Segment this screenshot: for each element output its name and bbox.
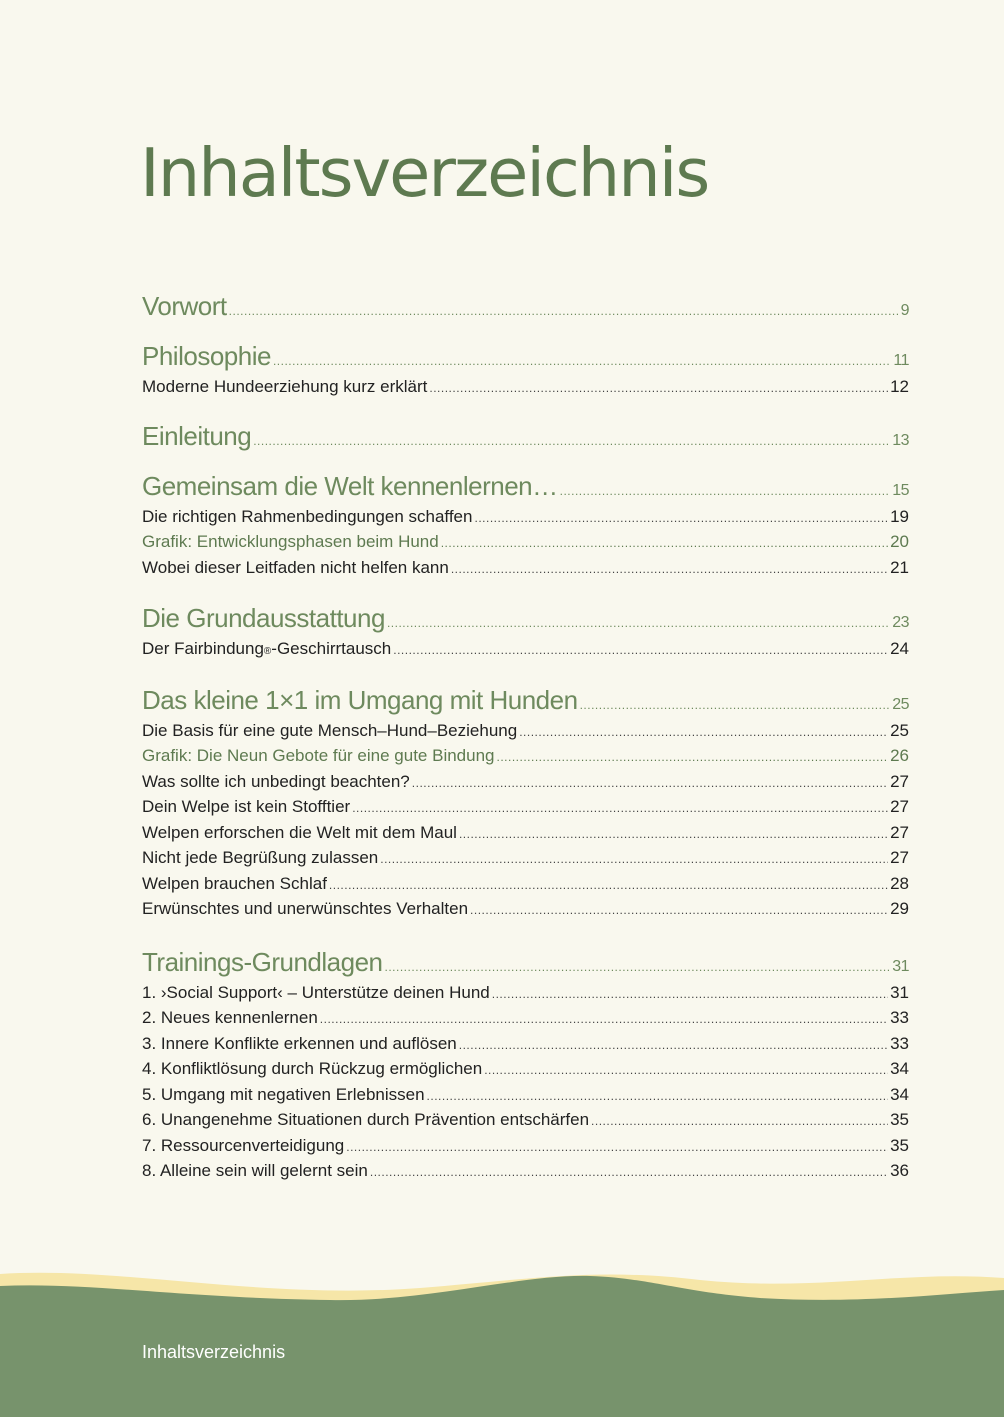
- toc-entry-label: Philosophie: [142, 341, 271, 371]
- toc-section-entry[interactable]: [142, 1085, 909, 1111]
- toc-page-number: 27: [890, 822, 909, 842]
- toc-entry-label: 5. Umgang mit negativen Erlebnissen: [142, 1084, 425, 1104]
- toc-dot-leader: [352, 801, 888, 815]
- toc-section-entry[interactable]: [142, 532, 909, 558]
- toc-entry-label: Einleitung: [142, 420, 252, 451]
- toc-section-entry[interactable]: [142, 1008, 909, 1034]
- toc-dot-leader: [329, 878, 888, 892]
- toc-entry-label: Wobei dieser Leitfaden nicht helfen kann: [142, 557, 449, 577]
- toc-page-number: 25: [892, 695, 909, 713]
- toc-entry-label: 4. Konfliktlösung durch Rückzug ermöglichen: [142, 1059, 483, 1078]
- toc-dot-leader: [459, 1038, 888, 1052]
- toc-page-number: 9: [900, 302, 909, 319]
- toc-dot-leader: [519, 725, 888, 739]
- toc-dot-leader: [229, 304, 899, 318]
- toc-entry-label: Dein Welpe ist kein Stofftier: [142, 797, 351, 816]
- toc-section-entry[interactable]: [142, 848, 909, 874]
- toc-section-entry[interactable]: [142, 823, 909, 849]
- footer-wave: [0, 1260, 1004, 1417]
- toc-page-number: 24: [890, 639, 909, 658]
- toc-section-entry[interactable]: [142, 772, 909, 798]
- toc-entry-label: Die Basis für eine gute Mensch–Hund–Beziehung: [142, 720, 518, 740]
- toc-section-entry[interactable]: [142, 507, 909, 533]
- toc-section-entry[interactable]: [142, 1161, 909, 1187]
- toc-chapter-entry[interactable]: [142, 947, 909, 983]
- toc-entry-label: Das kleine 1×1 im Umgang mit Hunden: [142, 684, 578, 715]
- toc-entry-label: Vorwort: [142, 291, 227, 321]
- toc-chapter-entry[interactable]: [142, 685, 909, 721]
- toc-dot-leader: [273, 354, 891, 368]
- toc-entry-label: Erwünschtes und unerwünschtes Verhalten: [142, 899, 469, 918]
- toc-chapter-entry[interactable]: [142, 421, 909, 457]
- toc-page-number: 20: [890, 532, 909, 551]
- table-of-contents: [142, 291, 909, 1187]
- toc-page-number: 35: [890, 1135, 909, 1155]
- toc-dot-leader: [387, 616, 890, 630]
- toc-page-number: 35: [890, 1110, 909, 1129]
- toc-dot-leader: [346, 1140, 888, 1154]
- toc-entry-label: Gemeinsam die Welt kennenlernen…: [142, 470, 558, 501]
- toc-page-number: 27: [890, 797, 909, 816]
- toc-page-number: 28: [890, 873, 909, 893]
- toc-dot-leader: [591, 1114, 888, 1128]
- toc-page-number: 23: [892, 614, 909, 631]
- toc-section-entry[interactable]: [142, 746, 909, 772]
- toc-section-entry[interactable]: [142, 1059, 909, 1085]
- toc-section-entry[interactable]: [142, 1136, 909, 1162]
- toc-page-number: 26: [890, 746, 909, 765]
- toc-entry-label: 7. Ressourcenverteidigung: [142, 1135, 345, 1155]
- toc-page-number: 12: [890, 377, 909, 396]
- page-title: Inhaltsverzeichnis: [140, 134, 709, 212]
- toc-page-number: 31: [890, 982, 909, 1002]
- toc-entry-label: 8. Alleine sein will gelernt sein: [142, 1161, 368, 1180]
- toc-section-entry[interactable]: [142, 721, 909, 747]
- toc-entry-label: Was sollte ich unbedingt beachten?: [142, 771, 410, 791]
- registered-trademark-mark: ®: [263, 646, 272, 657]
- toc-page-number: 15: [892, 481, 909, 499]
- toc-dot-leader: [429, 381, 888, 395]
- toc-chapter-entry[interactable]: [142, 471, 909, 507]
- toc-page-number: 13: [892, 431, 909, 449]
- toc-entry-label: Grafik: Entwicklungsphasen beim Hund: [142, 532, 439, 551]
- toc-page-number: 33: [890, 1033, 909, 1053]
- toc-dot-leader: [441, 536, 888, 550]
- toc-dot-leader: [380, 852, 888, 866]
- toc-section-entry[interactable]: [142, 983, 909, 1009]
- toc-page-number: 36: [890, 1161, 909, 1180]
- toc-dot-leader: [580, 698, 891, 712]
- toc-section-entry[interactable]: [142, 797, 909, 823]
- toc-page-number: 25: [890, 720, 909, 740]
- toc-entry-label: 2. Neues kennenlernen: [142, 1008, 318, 1027]
- toc-entry-label: 3. Innere Konflikte erkennen und auflösen: [142, 1033, 457, 1053]
- toc-entry-label: Welpen brauchen Schlaf: [142, 873, 327, 893]
- toc-section-entry[interactable]: [142, 1034, 909, 1060]
- toc-entry-label: Moderne Hundeerziehung kurz erklärt: [142, 377, 428, 396]
- toc-entry-label: Die richtigen Rahmenbedingungen schaffen: [142, 506, 473, 526]
- toc-entry-label: Nicht jede Begrüßung zulassen: [142, 848, 379, 867]
- toc-page-number: 27: [890, 848, 909, 867]
- toc-section-entry[interactable]: [142, 874, 909, 900]
- toc-entry-label: Trainings-Grundlagen: [142, 946, 383, 977]
- toc-section-entry[interactable]: [142, 639, 909, 665]
- toc-dot-leader: [412, 776, 888, 790]
- toc-page-number: 27: [890, 771, 909, 791]
- toc-dot-leader: [497, 750, 889, 764]
- toc-dot-leader: [484, 1063, 888, 1077]
- toc-chapter-entry[interactable]: [142, 341, 909, 377]
- toc-dot-leader: [393, 643, 888, 657]
- toc-entry-label: 1. ›Social Support‹ – Unterstütze deinen Hund: [142, 982, 490, 1002]
- toc-chapter-entry[interactable]: [142, 291, 909, 327]
- toc-page-number: 19: [890, 506, 909, 526]
- toc-dot-leader: [370, 1165, 888, 1179]
- toc-page-number: 33: [890, 1008, 909, 1027]
- toc-page-number: 34: [890, 1084, 909, 1104]
- toc-page-number: 34: [890, 1059, 909, 1078]
- toc-chapter-entry[interactable]: [142, 603, 909, 639]
- toc-dot-leader: [385, 960, 891, 974]
- toc-dot-leader: [253, 434, 890, 448]
- toc-entry-label: 6. Unangenehme Situationen durch Prävention entschärfen: [142, 1110, 590, 1129]
- toc-page-number: 29: [890, 899, 909, 918]
- toc-entry-label-suffix: -Geschirrtausch: [271, 639, 392, 658]
- toc-dot-leader: [320, 1012, 888, 1026]
- toc-entry-label: Welpen erforschen die Welt mit dem Maul: [142, 822, 457, 842]
- toc-section-entry[interactable]: [142, 899, 909, 925]
- toc-section-entry[interactable]: [142, 1110, 909, 1136]
- toc-dot-leader: [474, 511, 888, 525]
- toc-entry-label: Die Grundausstattung: [142, 603, 385, 633]
- toc-page-number: 31: [892, 957, 909, 975]
- toc-dot-leader: [451, 562, 888, 576]
- toc-entry-label: Grafik: Die Neun Gebote für eine gute Bindung: [142, 746, 495, 765]
- toc-page-number: 11: [893, 352, 909, 369]
- toc-page-number: 21: [890, 557, 909, 577]
- toc-dot-leader: [492, 987, 888, 1001]
- toc-dot-leader: [470, 903, 888, 917]
- toc-section-entry[interactable]: [142, 558, 909, 584]
- toc-dot-leader: [427, 1089, 889, 1103]
- toc-dot-leader: [560, 484, 891, 498]
- toc-dot-leader: [459, 827, 888, 841]
- toc-section-entry[interactable]: [142, 377, 909, 403]
- toc-entry-label: Der Fairbindung: [142, 639, 264, 658]
- footer-label: Inhaltsverzeichnis: [142, 1342, 286, 1362]
